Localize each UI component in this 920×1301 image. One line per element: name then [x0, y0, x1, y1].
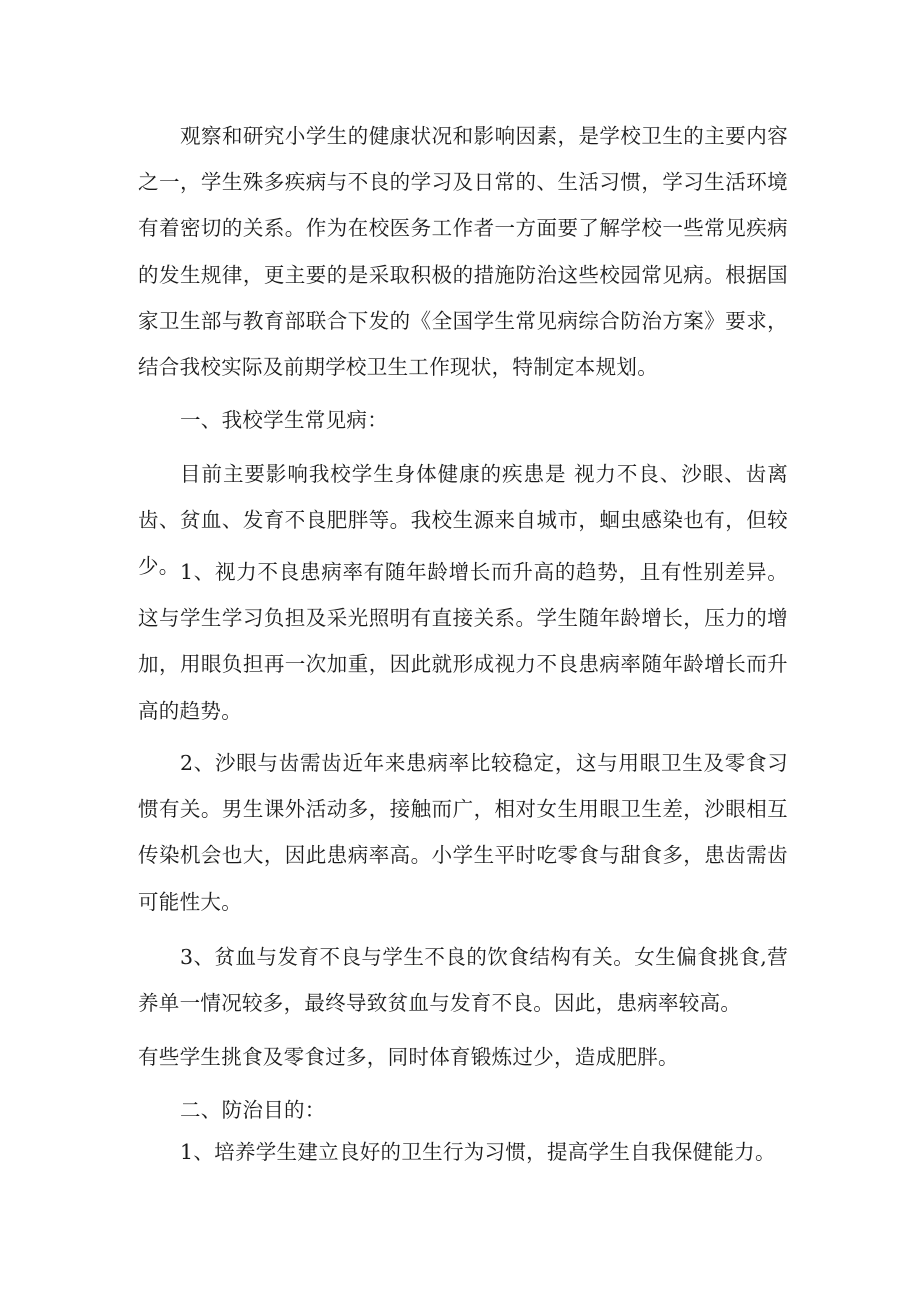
section-heading-common-diseases: 一、我校学生常见病： [180, 408, 388, 432]
item-vision-paragraph: 1、视力不良患病率有随年龄增长而升高的趋势，且有性别差异。这与学生学习负担及采光照明有直接关系。学生随年龄增长，压力的增加，用眼负担再一次加重，因此就形成视力不良患病率随年龄增长而升高的趋势。 [138, 560, 788, 723]
obesity-paragraph: 有些学生挑食及零食过多，同时体育锻炼过少，造成肥胖。 [138, 1045, 679, 1069]
goal-item-1: 1、培养学生建立良好的卫生行为习惯，提高学生自我保健能力。 [180, 1140, 776, 1164]
item-trachoma-paragraph: 2、沙眼与齿需齿近年来患病率比较稳定，这与用眼卫生及零食习惯有关。男生课外活动多，接触而广，相对女生用眼卫生差，沙眼相互传染机会也大，因此患病率高。小学生平时吃零食与甜食多，患齿需齿可能性大。 [138, 751, 788, 914]
intro-paragraph: 观察和研究小学生的健康状况和影响因素，是学校卫生的主要内容之一，学生殊多疾病与不良的学习及日常的、生活习惯，学习生活环境有着密切的关系。作为在校医务工作者一方面要了解学校一些常见疾病的发生规律，更主要的是采取积极的措施防治这些校园常见病。根据国家卫生部与教育部联合下发的《全国学生常见病综合防治方案》要求，结合我校实际及前期学校卫生工作现状，特制定本规划。 [138, 124, 788, 380]
item-anemia-paragraph: 3、贫血与发育不良与学生不良的饮食结构有关。女生偏食挑食,营养单一情况较多，最终导致贫血与发育不良。因此，患病率较高。 [138, 945, 788, 1016]
section-heading-prevention-goals: 二、防治目的： [180, 1098, 326, 1122]
common-diseases-paragraph: 目前主要影响我校学生身体健康的疾患是 视力不良、沙眼、齿离齿、贫血、发育不良肥胖等。我校生源来自城市，蛔虫感染也有，但较少。 [138, 462, 788, 579]
